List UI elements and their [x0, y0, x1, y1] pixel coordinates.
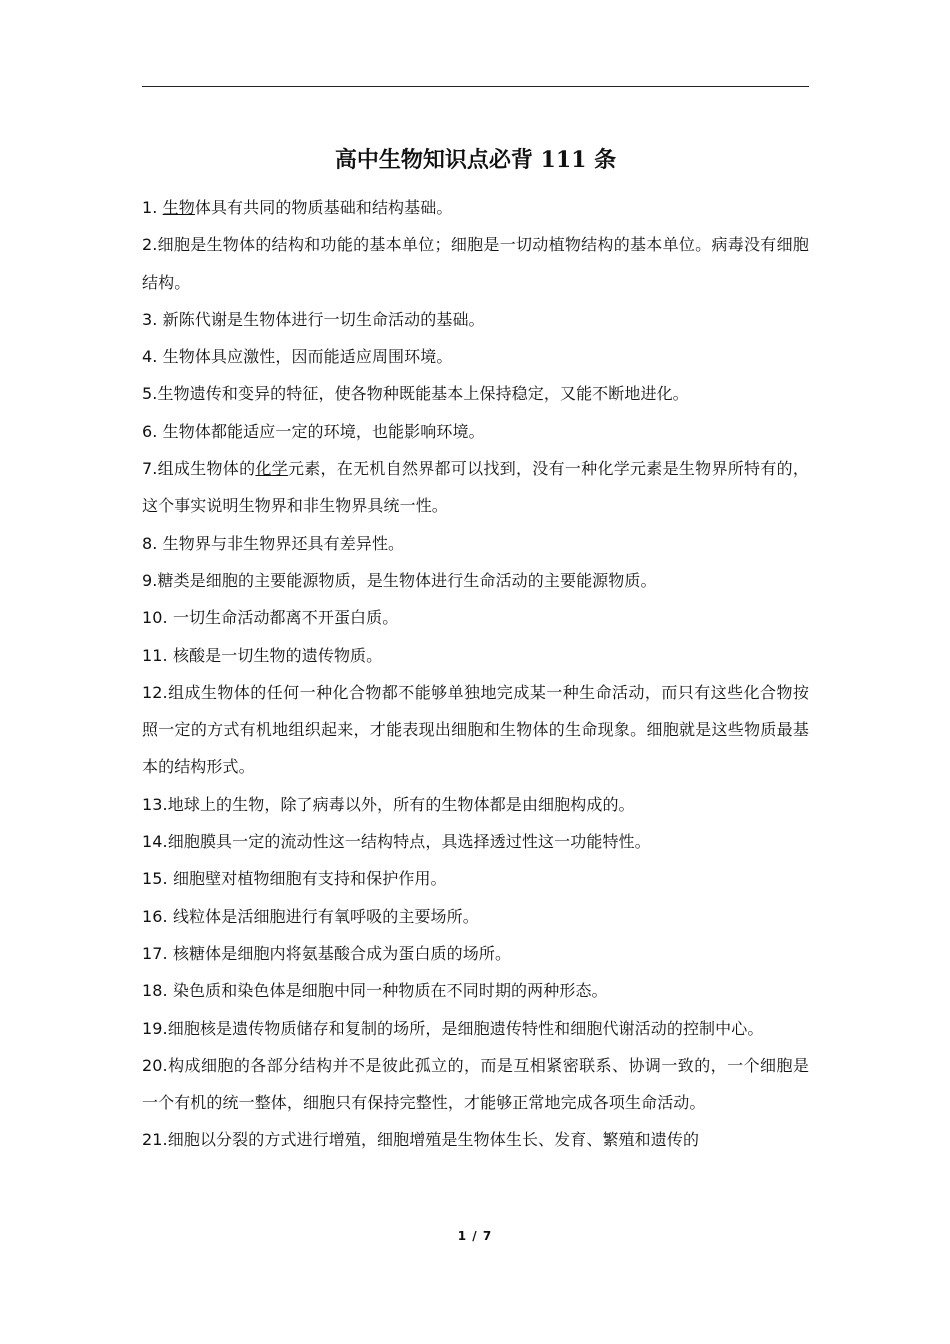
item-text: 元素，在无机自然界都可以找到，没有一种化学元素是生物界所特有的，这个事实说明生物界和非生物界具统一性。	[142, 459, 809, 516]
document-title: 高中生物知识点必背 111 条	[334, 147, 617, 173]
item-number: 2.	[142, 235, 158, 255]
item-number: 14.	[142, 832, 168, 852]
item-number: 9.	[142, 570, 158, 590]
item-number: 12.	[142, 682, 168, 702]
item-number: 15.	[142, 869, 173, 889]
item-number: 21.	[142, 1130, 168, 1150]
header-rule	[142, 86, 809, 87]
list-item	[142, 1010, 809, 1047]
item-number: 1.	[142, 198, 163, 217]
list-item	[142, 375, 809, 412]
item-number: 10.	[142, 608, 173, 628]
list-item	[142, 972, 809, 1009]
list-item	[142, 338, 809, 375]
item-text: 生物遗传和变异的特征，使各物种既能基本上保持稳定，又能不断地进化。	[157, 384, 689, 404]
item-text: 一切生命活动都离不开蛋白质。	[172, 608, 399, 628]
underlined-term: 化学	[255, 459, 288, 479]
item-text: 染色质和染色体是细胞中同一种物质在不同时期的两种形态。	[172, 981, 608, 1001]
list-item	[142, 898, 809, 935]
list-item	[142, 786, 809, 823]
document-body	[142, 189, 809, 1159]
item-text: 新陈代谢是生物体进行一切生命活动的基础。	[162, 309, 485, 329]
list-item	[142, 674, 809, 786]
item-text: 细胞核是遗传物质储存和复制的场所，是细胞遗传特性和细胞代谢活动的控制中心。	[167, 1018, 764, 1038]
item-number: 17.	[142, 943, 173, 963]
item-number: 18.	[142, 981, 173, 1001]
list-item	[142, 860, 809, 897]
page-number: 1 / 7	[457, 1229, 493, 1243]
item-text: 细胞是生物体的结构和功能的基本单位；细胞是一切动植物结构的基本单位。病毒没有细胞结构。	[142, 235, 809, 292]
item-text: 糖类是细胞的主要能源物质，是生物体进行生命活动的主要能源物质。	[157, 570, 657, 590]
list-item	[142, 1047, 809, 1122]
item-number: 16.	[142, 906, 173, 926]
list-item	[142, 413, 809, 450]
item-text: 体具有共同的物质基础和结构基础。	[194, 198, 453, 217]
underlined-term: 生物	[162, 198, 195, 217]
item-number: 13.	[142, 794, 168, 814]
list-item	[142, 935, 809, 972]
list-item	[142, 226, 809, 301]
item-text: 细胞以分裂的方式进行增殖，细胞增殖是生物体生长、发育、繁殖和遗传的	[167, 1130, 700, 1150]
list-item	[142, 637, 809, 674]
item-text: 构成细胞的各部分结构并不是彼此孤立的，而是互相紧密联系、协调一致的，一个细胞是一个有机的统一整体，细胞只有保持完整性，才能够正常地完成各项生命活动。	[142, 1055, 809, 1113]
item-number: 8.	[142, 533, 163, 553]
item-number: 3.	[142, 309, 163, 329]
item-number: 11.	[142, 645, 173, 665]
item-text: 核酸是一切生物的遗传物质。	[172, 645, 383, 665]
item-text: 细胞膜具一定的流动性这一结构特点，具选择透过性这一功能特性。	[167, 832, 651, 852]
item-text: 地球上的生物，除了病毒以外，所有的生物体都是由细胞构成的。	[167, 794, 635, 814]
item-number: 4.	[142, 347, 163, 367]
list-item	[142, 525, 809, 562]
item-number: 6.	[142, 421, 163, 441]
item-text: 线粒体是活细胞进行有氧呼吸的主要场所。	[172, 906, 479, 926]
item-text: 生物体具应激性，因而能适应周围环境。	[162, 347, 453, 367]
item-number: 5.	[142, 384, 158, 404]
list-item	[142, 599, 809, 636]
item-number: 20.	[142, 1055, 168, 1075]
item-text: 生物界与非生物界还具有差异性。	[162, 533, 405, 553]
list-item	[142, 189, 809, 226]
list-item	[142, 823, 809, 860]
item-text: 细胞壁对植物细胞有支持和保护作用。	[172, 869, 447, 889]
list-item	[142, 1121, 809, 1158]
item-text: 核糖体是细胞内将氨基酸合成为蛋白质的场所。	[172, 943, 512, 963]
list-item	[142, 562, 809, 599]
item-number: 19.	[142, 1018, 168, 1038]
item-number: 7.	[142, 459, 158, 479]
item-text-prefix: 组成生物体的	[157, 459, 256, 479]
list-item	[142, 301, 809, 338]
item-text: 生物体都能适应一定的环境，也能影响环境。	[162, 421, 485, 441]
item-text: 组成生物体的任何一种化合物都不能够单独地完成某一种生命活动，而只有这些化合物按照一定的方式有机地组织起来，才能表现出细胞和生物体的生命现象。细胞就是这些物质最基本的结构形式。	[142, 682, 809, 777]
list-item	[142, 450, 809, 525]
